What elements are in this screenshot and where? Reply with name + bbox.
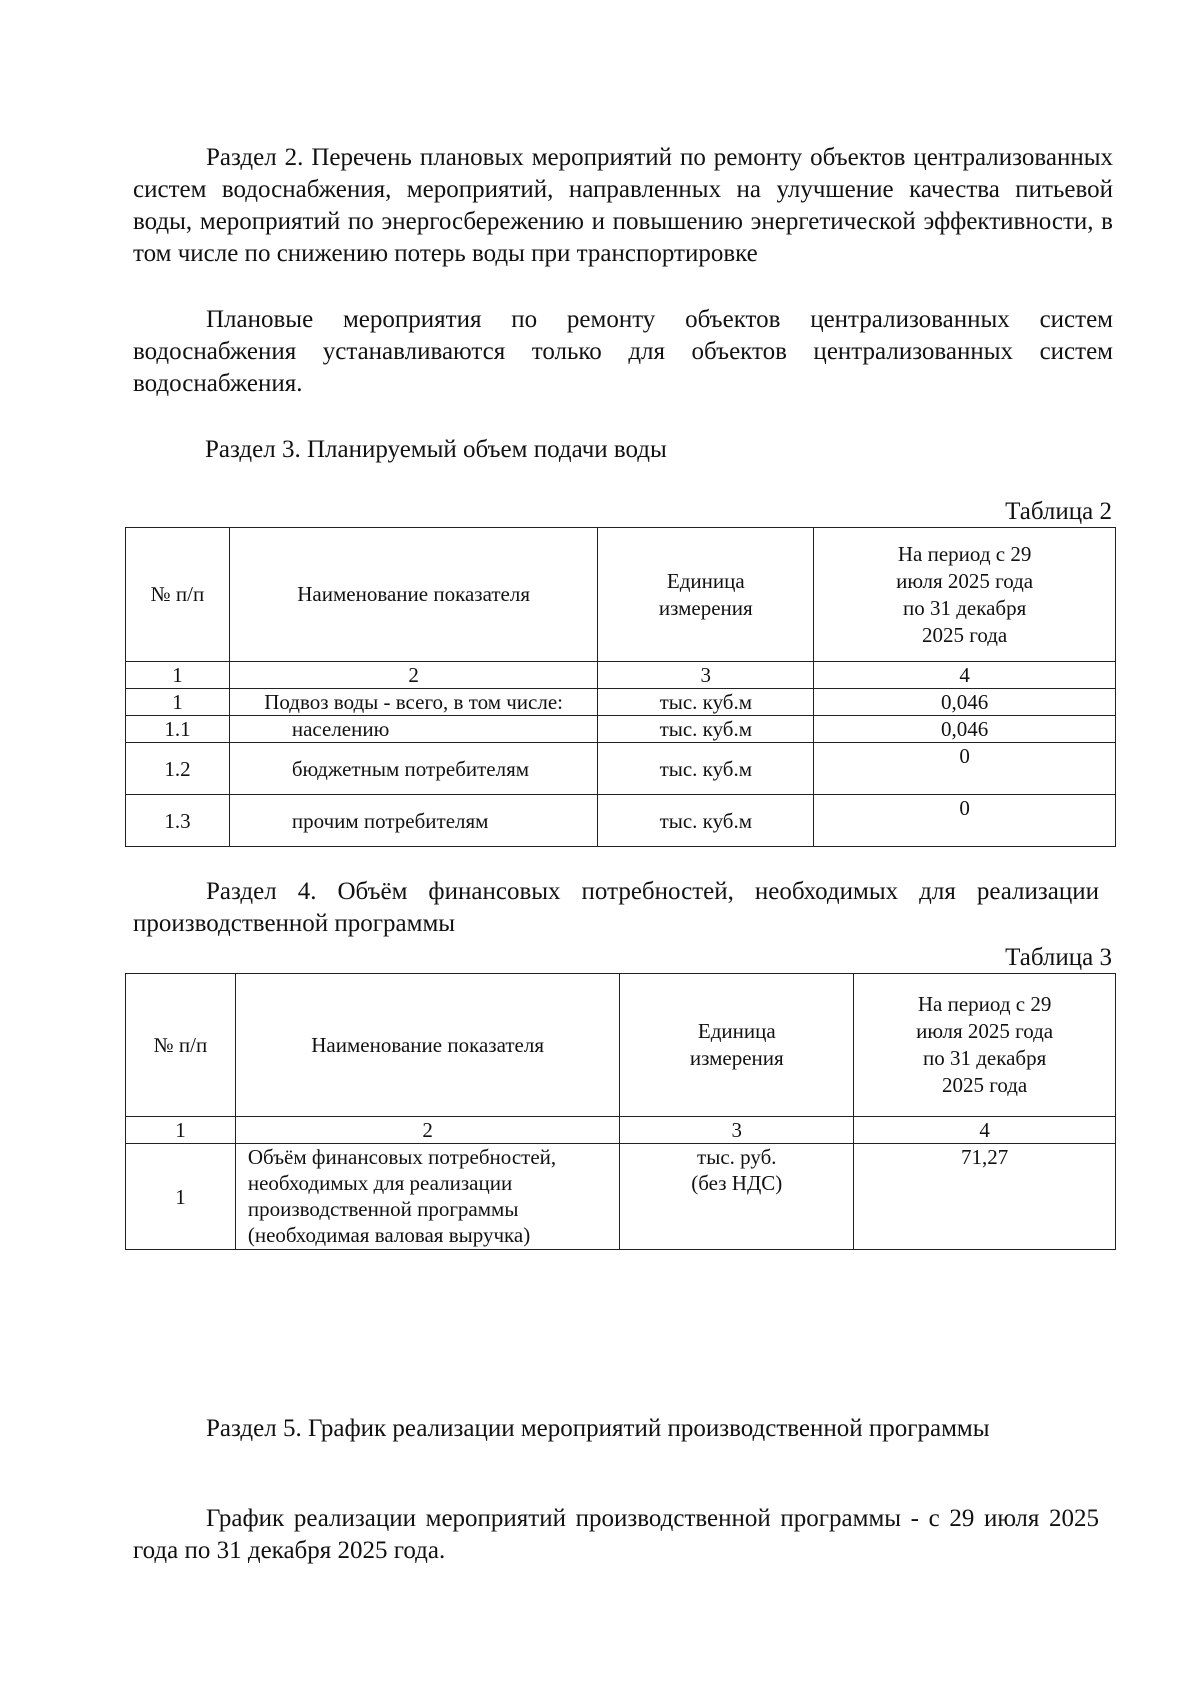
row-value: 0,046 bbox=[814, 689, 1116, 716]
row-value: 0 bbox=[814, 795, 1116, 847]
row-num: 1.1 bbox=[126, 716, 230, 743]
table3-colnum: 4 bbox=[854, 1117, 1116, 1144]
table3-colnum: 1 bbox=[126, 1117, 236, 1144]
table3-header-unit: Единица измерения bbox=[620, 974, 854, 1117]
row-name: Подвоз воды - всего, в том числе: bbox=[229, 689, 597, 716]
table-row bbox=[126, 716, 1116, 743]
row-value: 0 bbox=[814, 743, 1116, 795]
row-unit: тыс. куб.м bbox=[598, 716, 814, 743]
table3-label: Таблица 3 bbox=[1005, 944, 1112, 971]
row-name: прочим потребителям bbox=[229, 795, 597, 847]
row-unit: тыс. руб. (без НДС) bbox=[620, 1144, 854, 1250]
row-value: 0,046 bbox=[814, 716, 1116, 743]
table3 bbox=[125, 973, 1116, 1250]
row-num: 1 bbox=[126, 689, 230, 716]
table-row bbox=[126, 689, 1116, 716]
table2-colnum: 2 bbox=[229, 662, 597, 689]
table3-header-period: На период с 29 июля 2025 года по 31 декабря 2025 года bbox=[854, 974, 1116, 1117]
table-row bbox=[126, 795, 1116, 847]
table2-colnum: 4 bbox=[814, 662, 1116, 689]
row-value: 71,27 bbox=[854, 1144, 1116, 1250]
table3-header-name: Наименование показателя bbox=[235, 974, 619, 1117]
table2-header-num: № п/п bbox=[126, 528, 230, 662]
table2-header-name: Наименование показателя bbox=[229, 528, 597, 662]
table3-header-num: № п/п bbox=[126, 974, 236, 1117]
row-unit: тыс. куб.м bbox=[598, 743, 814, 795]
table2-header-unit: Единица измерения bbox=[598, 528, 814, 662]
section3-heading: Раздел 3. Планируемый объем подачи воды bbox=[205, 436, 667, 463]
row-num: 1.2 bbox=[126, 743, 230, 795]
row-name: бюджетным потребителям bbox=[229, 743, 597, 795]
table2-header-period: На период с 29 июля 2025 года по 31 декабря 2025 года bbox=[814, 528, 1116, 662]
table-row bbox=[126, 743, 1116, 795]
row-num: 1.3 bbox=[126, 795, 230, 847]
table2-colnum: 3 bbox=[598, 662, 814, 689]
table2-header-row bbox=[126, 528, 1116, 662]
table3-colnum: 3 bbox=[620, 1117, 854, 1144]
section4-heading: Раздел 4. Объём финансовых потребностей, необходимых для реализации производственной программы bbox=[133, 878, 1099, 937]
row-unit: тыс. куб.м bbox=[598, 689, 814, 716]
section2-text: Плановые мероприятия по ремонту объектов централизованных систем водоснабжения устанавливаются только для объектов централизованных систем водоснабжения. bbox=[133, 306, 1113, 397]
table3-colnum-row bbox=[126, 1117, 1116, 1144]
table3-colnum: 2 bbox=[235, 1117, 619, 1144]
table3-header-row bbox=[126, 974, 1116, 1117]
section5-text: График реализации мероприятий производственной программы - с 29 июля 2025 года по 31 декабря 2025 года. bbox=[133, 1505, 1099, 1564]
row-name: населению bbox=[229, 716, 597, 743]
table2-colnum: 1 bbox=[126, 662, 230, 689]
section2-heading: Раздел 2. Перечень плановых мероприятий по ремонту объектов централизованных систем водоснабжения, мероприятий, направленных на улучшение качества питьевой воды, мероприятий по энергосбережению и повышению энергетической эффективности, в том числе по снижению потерь воды при транспортировке bbox=[133, 144, 1113, 267]
table2-label: Таблица 2 bbox=[1005, 498, 1112, 525]
table2 bbox=[125, 527, 1116, 847]
row-num: 1 bbox=[126, 1144, 236, 1250]
table2-colnum-row bbox=[126, 662, 1116, 689]
row-unit: тыс. куб.м bbox=[598, 795, 814, 847]
table-row bbox=[126, 1144, 1116, 1250]
row-name: Объём финансовых потребностей, необходимых для реализации производственной программы (необходимая валовая выручка) bbox=[235, 1144, 619, 1250]
section5-heading: Раздел 5. График реализации мероприятий производственной программы bbox=[206, 1415, 990, 1442]
